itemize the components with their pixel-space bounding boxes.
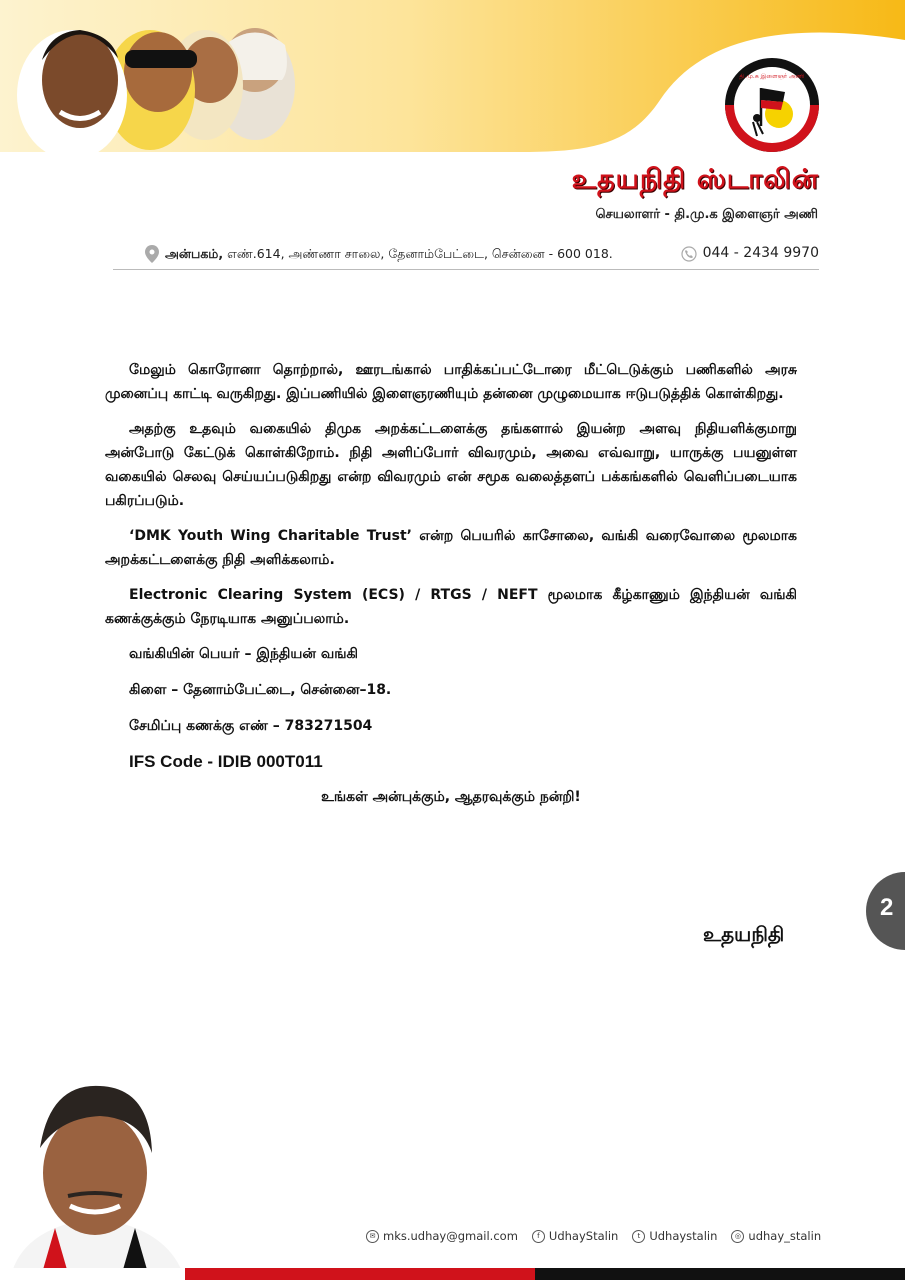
facebook-icon: f: [532, 1230, 545, 1243]
instagram-icon: ◎: [731, 1230, 744, 1243]
leaders-portraits: [0, 0, 310, 160]
phone-icon: [681, 246, 697, 262]
author-photo: [0, 1078, 190, 1280]
page-number: 2: [880, 894, 894, 921]
address-row: [145, 244, 819, 266]
bank-branch: கிளை – தேனாம்பேட்டை, சென்னை–18.: [129, 682, 392, 698]
letter-body: [105, 358, 797, 809]
facebook-text: UdhayStalin: [548, 1229, 619, 1243]
account-number: சேமிப்பு கணக்கு எண் – 783271504: [129, 718, 373, 734]
email-text: mks.udhay@gmail.com: [383, 1229, 518, 1243]
social-email[interactable]: [366, 1229, 518, 1243]
footer-bar-white: [0, 1268, 185, 1280]
paragraph-3: ‘DMK Youth Wing Charitable Trust’ என்ற பெயரில் காசோலை, வங்கி வரைவோலை மூலமாக அறக்கட்டளைக்கு நிதி அளிக்கலாம்.: [105, 528, 797, 568]
address: [165, 246, 613, 263]
social-instagram[interactable]: [731, 1229, 821, 1243]
email-icon: ✉: [366, 1230, 379, 1243]
signature: உதயநிதி: [703, 922, 785, 946]
address-building: அன்பகம்,: [165, 246, 224, 261]
phone-number: 044 - 2434 9970: [702, 245, 819, 261]
ifs-code: IFS Code - IDIB 000T011: [129, 752, 323, 771]
paragraph-2: அதற்கு உதவும் வகையில் திமுக அறக்கட்டளைக்கு தங்களால் இயன்ற அளவு நிதியளிக்குமாறு அன்போடு கேட்டுக் கொள்கிறோம். நிதி அளிப்போர் விவரமும், அவை எவ்வாறு, யாருக்கு பயனுள்ள வகையில் செலவு செய்யப்படுகிறது என்ற விவரமும் என் சமூக வலைத்தளப் பக்கங்களில் வெளிப்படையாக பகிரப்படும்.: [105, 421, 797, 509]
logo-text: தி.மு.க இளைஞர் அணி: [739, 73, 805, 80]
paragraph-4: Electronic Clearing System (ECS) / RTGS / NEFT மூலமாக கீழ்காணும் இந்தியன் வங்கி கணக்குக்கும் நேரடியாக அனுப்பலாம்.: [105, 587, 797, 627]
letterhead-name: உதயநிதி ஸ்டாலின்: [571, 164, 819, 195]
social-links: [366, 1229, 821, 1243]
footer-bar-red: [185, 1268, 535, 1280]
footer-bar-black: [535, 1268, 905, 1280]
social-facebook[interactable]: [532, 1229, 618, 1243]
footer-color-bar: [0, 1268, 905, 1280]
twitter-text: Udhaystalin: [649, 1229, 718, 1243]
instagram-text: udhay_stalin: [748, 1229, 822, 1243]
bank-name: வங்கியின் பெயர் – இந்தியன் வங்கி: [129, 646, 358, 662]
location-pin-icon: [145, 245, 159, 263]
thanks-line: உங்கள் அன்புக்கும், ஆதரவுக்கும் நன்றி!: [321, 789, 581, 805]
header-divider: [113, 269, 819, 270]
address-street: எண்.614, அண்ணா சாலை, தேனாம்பேட்டை, சென்னை - 600 018.: [223, 246, 613, 261]
party-logo: [723, 56, 821, 154]
twitter-icon: t: [632, 1230, 645, 1243]
designation: செயலாளர் - தி.மு.க இளைஞர் அணி: [595, 207, 818, 222]
social-twitter[interactable]: [632, 1229, 717, 1243]
paragraph-1: மேலும் கொரோனா தொற்றால், ஊரடங்கால் பாதிக்கப்பட்டோரை மீட்டெடுக்கும் பணிகளில் அரசு முனைப்பு காட்டி வருகிறது. இப்பணியில் இளைஞரணியும் தன்னை முழுமையாக ஈடுபடுத்திக் கொள்கிறது.: [105, 362, 797, 402]
